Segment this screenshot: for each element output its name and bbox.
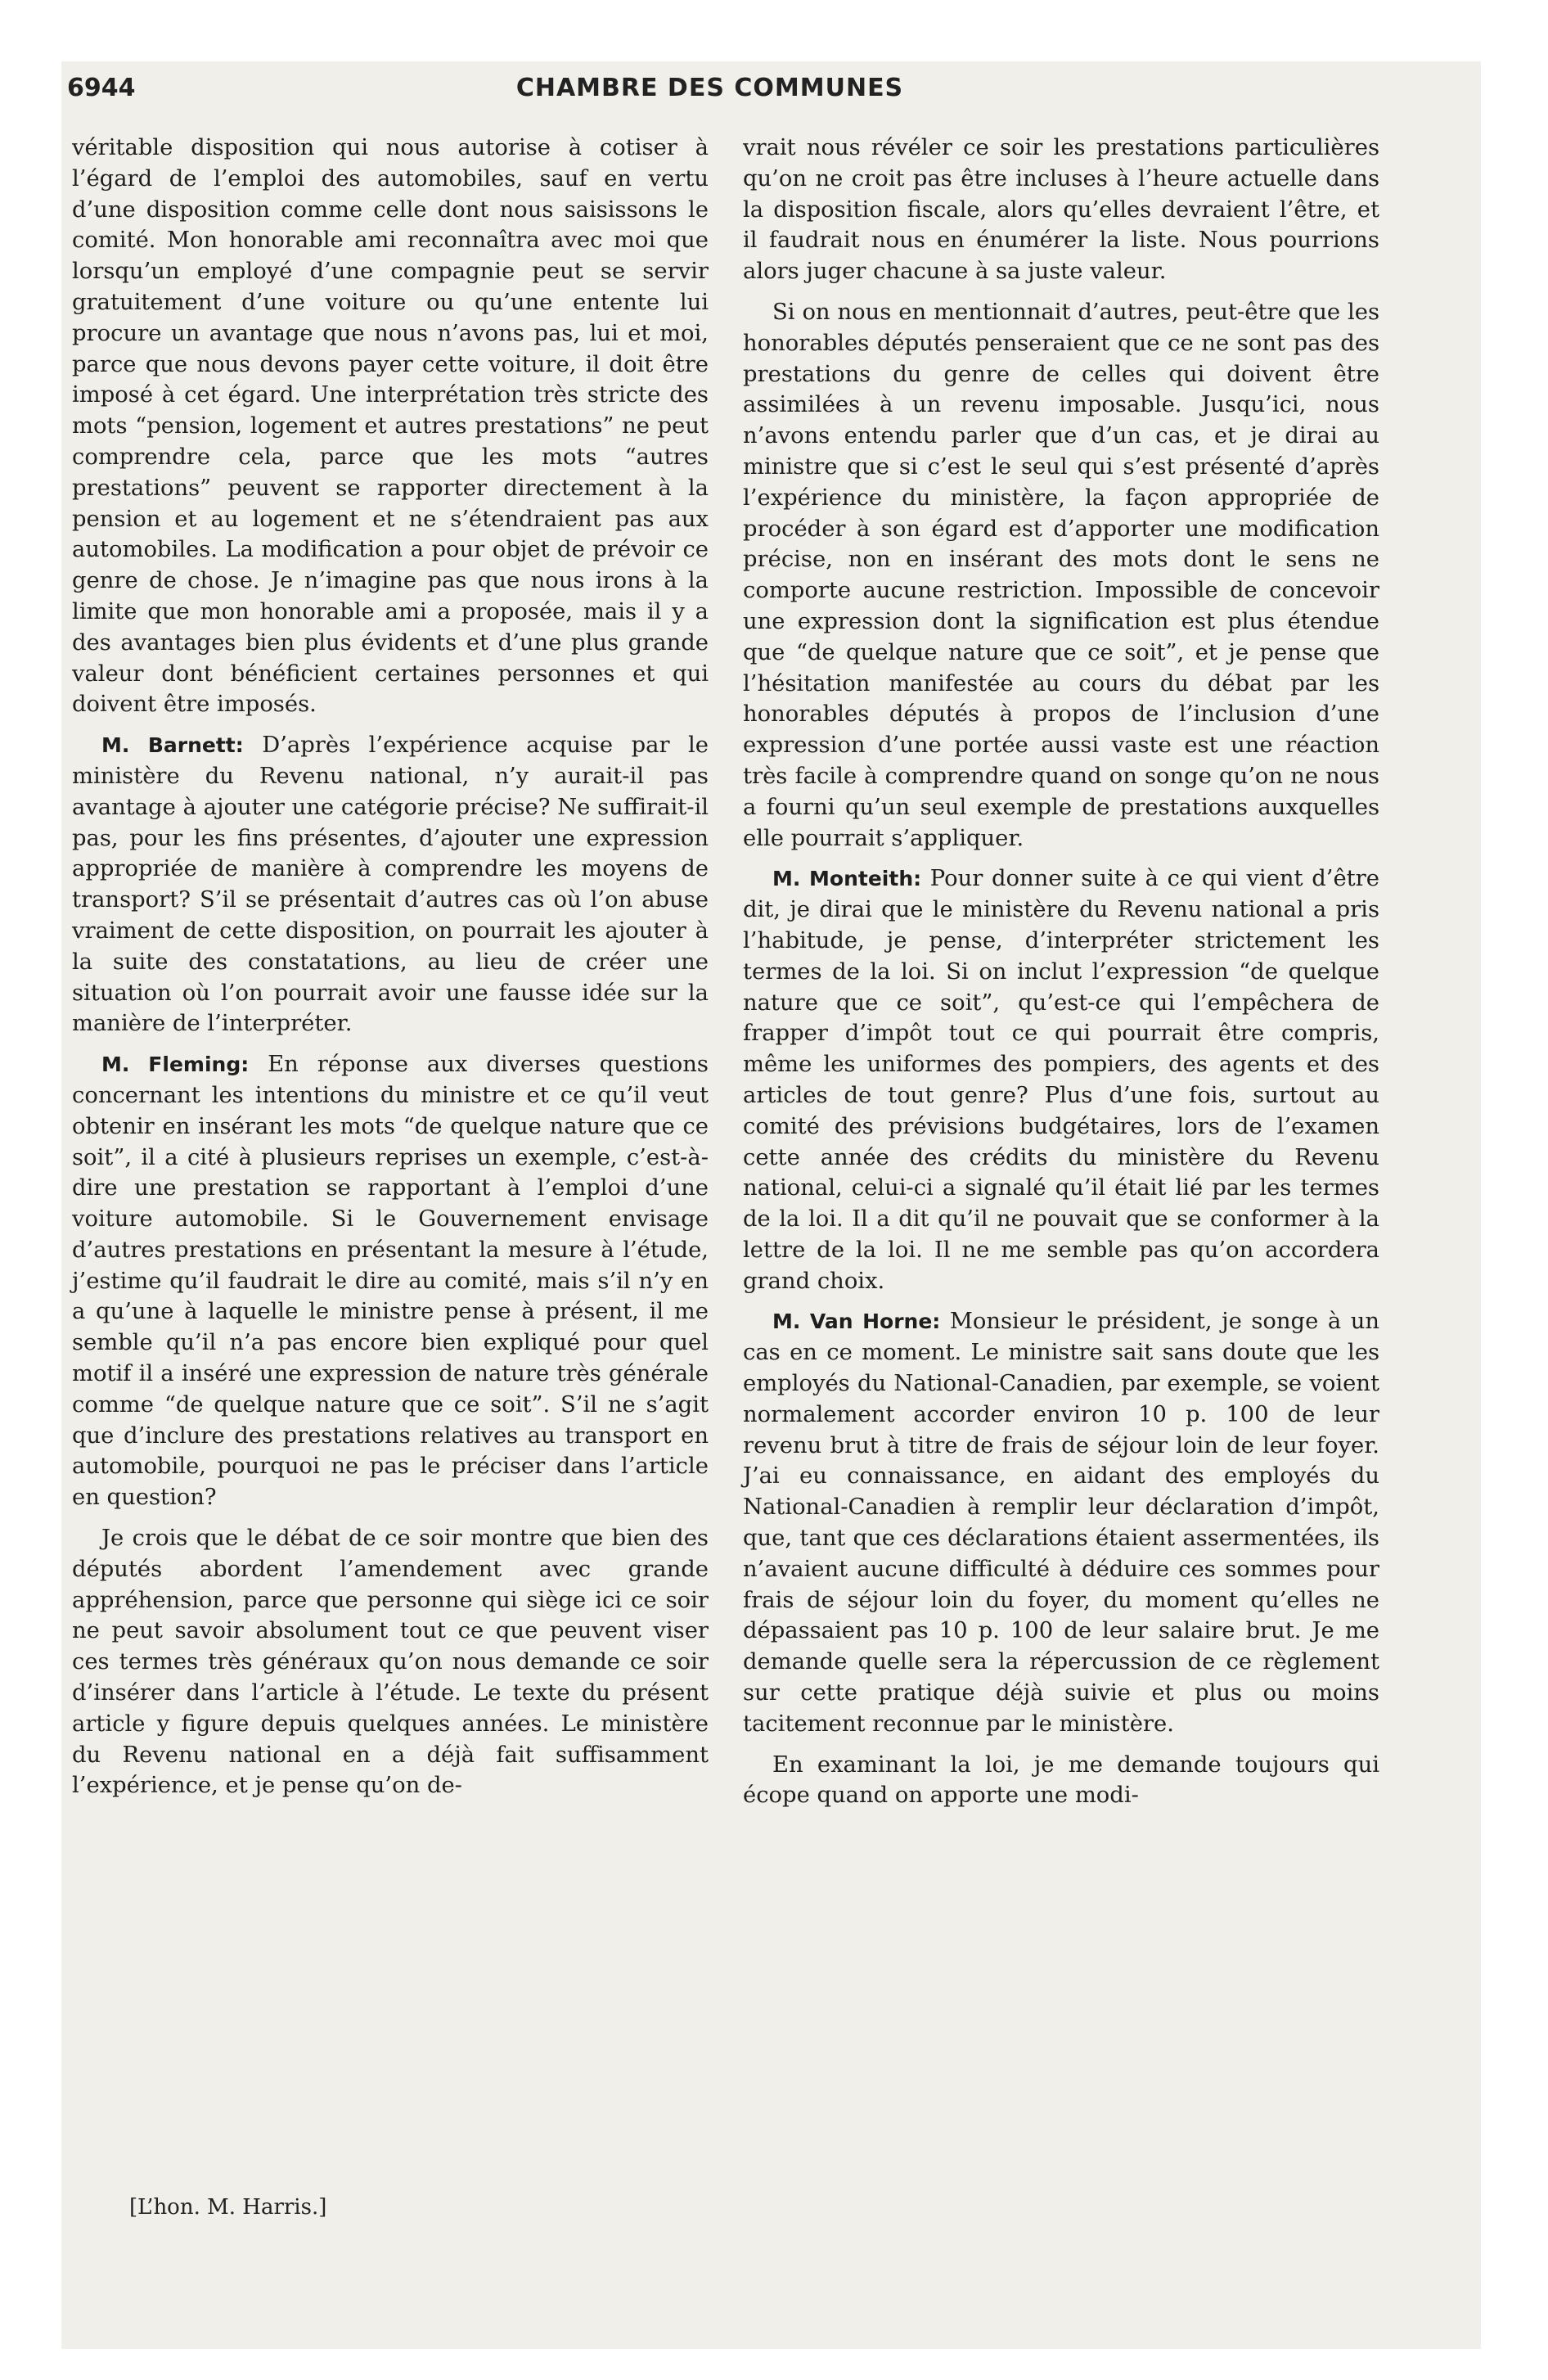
speaker-name: M. Fleming:	[101, 1053, 250, 1077]
paragraph	[72, 730, 709, 1039]
paragraph	[743, 863, 1379, 1296]
speaker-name: M. Van Horne:	[772, 1309, 941, 1334]
right-column	[743, 133, 1379, 1811]
paragraph: véritable disposition qui nous autorise à cotiser à l’égard de l’emploi des automobiles, sauf en vertu d’une disposition comme celle dont nous saisissons le comité. Mon honorable ami reconnaîtra avec moi que lorsqu’un employé d’une compagnie peut se servir gratuitement d’une voiture ou qu’une entente lui procure un avantage que nous n’avons pas, lui et moi, parce que nous devons payer cette voiture, il doit être imposé à cet égard. Une interprétation très stricte des mots “pension, logement et autres prestations” ne peut comprendre cela, parce que les mots “autres prestations” peuvent se rapporter directement à la pension et au logement et ne s’étendraient pas aux automobiles. La modification a pour objet de prévoir ce genre de chose. Je n’imagine pas que nous irons à la limite que mon honorable ami a proposée, mais il y a des avantages bien plus évidents et d’une plus grande valeur dont bénéficient certaines personnes et qui doivent être imposés.	[72, 135, 709, 718]
paragraph: En examinant la loi, je me demande toujours qui écope quand on apporte une modi-	[743, 1751, 1379, 1809]
paragraph: Si on nous en mentionnait d’autres, peut-être que les honorables députés penseraient que ce ne sont pas des prestations du genre de celles qui doivent être assimilées à un revenu imposable. Jusqu’ici, nous n’avons entendu parler que d’un cas, et je dirai au ministre que si c’est le seul qui s’est présenté d’après l’expérience du ministère, la façon appropriée de procéder à son égard est d’apporter une modification précise, non en insérant des mots dont le sens ne comporte aucune restriction. Impossible de concevoir une expression dont la signification est plus étendue que “de quelque nature que ce soit”, et je pense que l’hésitation manifestée au cours du débat par les honorables députés à propos de l’inclusion d’une expression d’une portée aussi vaste est une réaction très facile à comprendre quand on songe qu’on ne nous a fourni qu’un seul exemple de prestations auxquelles elle pourrait s’appliquer.	[743, 299, 1379, 851]
speech-text: D’après l’expérience acquise par le ministère du Revenu national, n’y aurait-il pas avantage à ajouter une catégorie précise? Ne suffirait-il pas, pour les fins présentes, d’ajouter une expression appropriée de manière à comprendre les moyens de transport? S’il se présentait d’autres cas où l’on abuse vraiment de cette disposition, on pourrait les ajouter à la suite des constatations, au lieu de créer une situation où l’on pourrait avoir une fausse idée sur la manière de l’interpréter.	[72, 732, 709, 1037]
speech-text: Monsieur le président, je songe à un cas en ce moment. Le ministre sait sans doute que les employés du National-Canadien, par exemple, se voient normalement accorder environ 10 p. 100 de leur revenu brut à titre de frais de séjour loin de leur foyer. J’ai eu connaissance, en aidant des employés du National-Canadien à remplir leur déclaration d’impôt, que, tant que ces déclarations étaient assermentées, ils n’avaient aucune difficulté à déduire ces sommes pour frais de séjour loin du foyer, du moment qu’elles ne dépassaient pas 10 p. 100 de leur salaire brut. Je me demande quelle sera la répercussion de ce règlement sur cette pratique déjà suivie et plus ou moins tacitement reconnue par le ministère.	[743, 1309, 1379, 1737]
paragraph	[743, 1306, 1379, 1739]
paragraph: vrait nous révéler ce soir les prestations particulières qu’on ne croit pas être incluses à l’heure actuelle dans la disposition fiscale, alors qu’elles devraient l’être, et il faudrait nous en énumérer la liste. Nous pourrions alors juger chacune à sa juste valeur.	[743, 135, 1379, 285]
speaker-attribution: [L’hon. M. Harris.]	[129, 2195, 327, 2220]
speaker-name: M. Monteith:	[772, 867, 922, 891]
speech-text: Pour donner suite à ce qui vient d’être dit, je dirai que le ministère du Revenu national a pris l’habitude, je pense, d’interpréter strictement les termes de la loi. Si on inclut l’expression “de quelque nature que ce soit”, qu’est-ce qui l’empêchera de frapper d’impôt tout ce qui pourrait être compris, même les uniformes des pompiers, des agents et des articles de tout genre? Plus d’une fois, surtout au comité des prévisions budgétaires, lors de l’examen cette année des crédits du ministère du Revenu national, celui-ci a signalé qu’il était lié par les termes de la loi. Il a dit qu’il ne pouvait que se conformer à la lettre de la loi. Il ne me semble pas qu’on accordera grand choix.	[743, 866, 1379, 1294]
speech-text: En réponse aux diverses questions concernant les intentions du ministre et ce qu’il veut obtenir en insérant les mots “de quelque nature que ce soit”, il a cité à plusieurs reprises un exemple, c’est-à-dire une prestation se rapportant à l’emploi d’une voiture automobile. Si le Gouvernement envisage d’autres prestations en présentant la mesure à l’étude, j’estime qu’il faudrait le dire au comité, mais s’il n’y en a qu’une à laquelle le ministre pense à présent, il me semble qu’il n’a pas encore bien expliqué pour quel motif il a inséré une expression de nature très générale comme “de quelque nature que ce soit”. S’il ne s’agit que d’inclure des prestations relatives au transport en automobile, pourquoi ne pas le préciser dans l’article en question?	[72, 1052, 709, 1511]
paragraph: Je crois que le débat de ce soir montre que bien des députés abordent l’amendement avec grande appréhension, parce que personne qui siège ici ce soir ne peut savoir absolument tout ce que peuvent viser ces termes très généraux qu’on nous demande ce soir d’insérer dans l’article à l’étude. Le texte du présent article y figure depuis quelques années. Le ministère du Revenu national en a déjà fait suffisamment l’expérience, et je pense qu’on de-	[72, 1526, 709, 1799]
speaker-name: M. Barnett:	[101, 733, 244, 758]
left-column	[72, 133, 709, 1801]
page-number: 6944	[67, 74, 136, 102]
page-title: CHAMBRE DES COMMUNES	[515, 74, 904, 102]
paragraph	[72, 1049, 709, 1513]
